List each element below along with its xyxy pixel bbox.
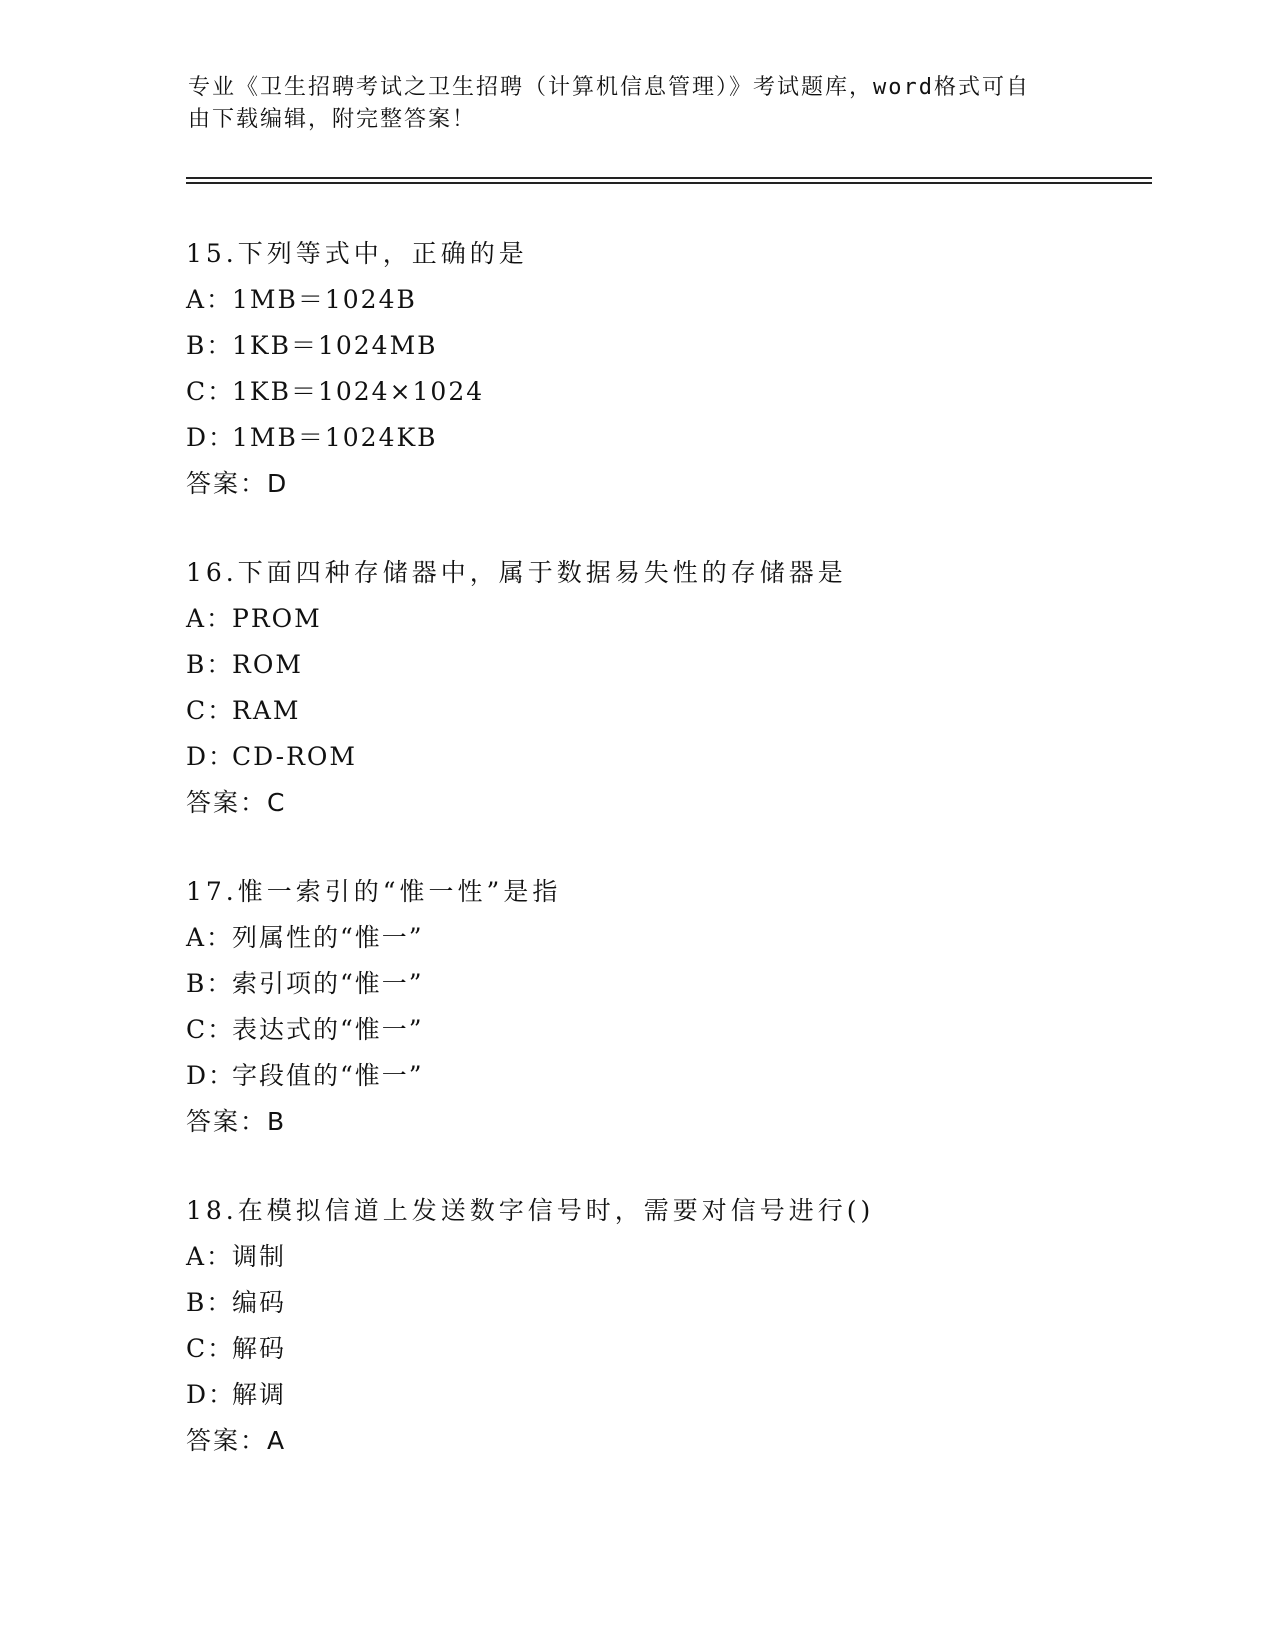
option-text: 1KB＝1024×1024 bbox=[232, 377, 485, 406]
option-letter: C： bbox=[186, 696, 235, 725]
question-17 bbox=[186, 875, 1146, 1139]
option-b bbox=[186, 329, 1146, 363]
question-stem: 16.下面四种存储器中，属于数据易失性的存储器是 bbox=[186, 558, 847, 587]
option-letter: B： bbox=[186, 331, 234, 360]
answer-line: 答案：C bbox=[186, 788, 287, 817]
answer-line: 答案：B bbox=[186, 1107, 287, 1136]
option-c bbox=[186, 694, 1146, 728]
option-letter: B： bbox=[186, 969, 234, 998]
option-d bbox=[186, 421, 1146, 455]
option-text: 1KB＝1024MB bbox=[232, 331, 438, 360]
option-letter: A： bbox=[186, 1242, 234, 1271]
document-header bbox=[188, 72, 1068, 136]
option-a bbox=[186, 602, 1146, 636]
option-c bbox=[186, 375, 1146, 409]
option-text: 解调 bbox=[232, 1380, 287, 1409]
header-line-1: 专业《卫生招聘考试之卫生招聘（计算机信息管理）》考试题库，word格式可自 bbox=[188, 75, 1030, 100]
question-15 bbox=[186, 237, 1146, 501]
option-text: 字段值的“惟一” bbox=[232, 1061, 424, 1090]
option-text: 表达式的“惟一” bbox=[232, 1015, 424, 1044]
header-divider-bottom bbox=[186, 182, 1152, 184]
header-divider-top bbox=[186, 177, 1152, 179]
option-text: RAM bbox=[232, 696, 301, 725]
option-b bbox=[186, 648, 1146, 682]
option-c bbox=[186, 1013, 1146, 1047]
answer-line: 答案：A bbox=[186, 1426, 287, 1455]
option-a bbox=[186, 283, 1146, 317]
option-letter: B： bbox=[186, 1288, 234, 1317]
question-18 bbox=[186, 1194, 1146, 1458]
option-letter: C： bbox=[186, 1015, 235, 1044]
option-letter: D： bbox=[186, 1061, 236, 1090]
option-letter: D： bbox=[186, 1380, 236, 1409]
option-text: 编码 bbox=[232, 1288, 287, 1317]
question-stem: 18.在模拟信道上发送数字信号时，需要对信号进行() bbox=[186, 1196, 875, 1225]
option-letter: A： bbox=[186, 923, 234, 952]
option-text: ROM bbox=[232, 650, 303, 679]
question-16 bbox=[186, 556, 1146, 820]
option-a bbox=[186, 921, 1146, 955]
option-d bbox=[186, 1059, 1146, 1093]
option-text: 调制 bbox=[232, 1242, 287, 1271]
header-line-2: 由下载编辑，附完整答案！ bbox=[188, 107, 477, 132]
option-text: PROM bbox=[232, 604, 322, 633]
option-letter: A： bbox=[186, 604, 234, 633]
option-letter: B： bbox=[186, 650, 234, 679]
option-letter: D： bbox=[186, 423, 236, 452]
option-text: 1MB＝1024KB bbox=[232, 423, 438, 452]
answer-line: 答案：D bbox=[186, 469, 289, 498]
option-letter: A： bbox=[186, 285, 234, 314]
option-c bbox=[186, 1332, 1146, 1366]
option-b bbox=[186, 967, 1146, 1001]
option-b bbox=[186, 1286, 1146, 1320]
option-d bbox=[186, 740, 1146, 774]
option-text: CD-ROM bbox=[232, 742, 358, 771]
option-letter: C： bbox=[186, 377, 235, 406]
option-text: 列属性的“惟一” bbox=[232, 923, 424, 952]
option-letter: D： bbox=[186, 742, 236, 771]
question-stem: 17.惟一索引的“惟一性”是指 bbox=[186, 877, 562, 906]
question-stem: 15.下列等式中，正确的是 bbox=[186, 239, 528, 268]
option-text: 索引项的“惟一” bbox=[232, 969, 424, 998]
option-text: 1MB＝1024B bbox=[232, 285, 417, 314]
option-letter: C： bbox=[186, 1334, 235, 1363]
option-a bbox=[186, 1240, 1146, 1274]
option-text: 解码 bbox=[232, 1334, 287, 1363]
option-d bbox=[186, 1378, 1146, 1412]
